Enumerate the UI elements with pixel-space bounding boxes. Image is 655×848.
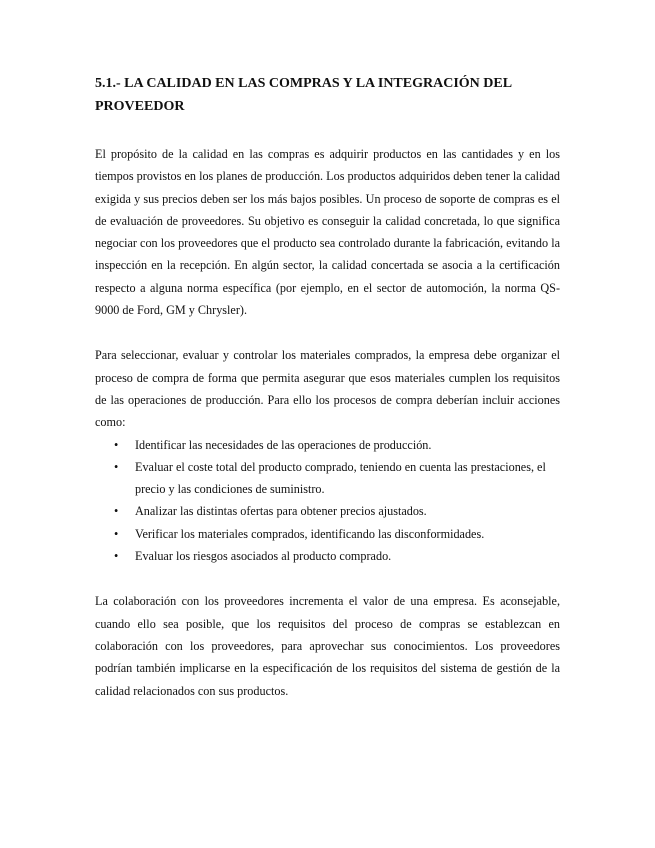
paragraph-purchasing-quality: El propósito de la calidad en las compras es adquirir productos en las cantidades y en los tiempos provistos en los planes de producción. Los productos adquiridos deben tener la calidad exigida y sus precios deben ser los más bajos posibles. Un proceso de soporte de compras es el de evaluación de proveedores. Su objetivo es conseguir la calidad concretada, lo que significa negociar con los proveedores que el producto sea controlado durante la fabricación, evitando la inspección en la recepción. En algún sector, la calidad concertada se asocia a la certificación respecto a alguna norma específica (por ejemplo, en el sector de automoción, la norma QS-9000 de Ford, GM y Chrysler). — [95, 147, 560, 318]
section-heading: 5.1.- LA CALIDAD EN LAS COMPRAS Y LA INTEGRACIÓN DEL PROVEEDOR — [95, 76, 512, 114]
bullet-icon: • — [114, 504, 119, 519]
list-item-text: Identificar las necesidades de las operaciones de producción. — [135, 437, 432, 452]
list-item — [95, 545, 560, 567]
actions-list — [95, 434, 560, 568]
list-item-text: Analizar las distintas ofertas para obtener precios ajustados. — [135, 504, 427, 519]
bullet-icon: • — [114, 437, 119, 452]
paragraph-supplier-collaboration: La colaboración con los proveedores incrementa el valor de una empresa. Es aconsejable, cuando ello sea posible, que los requisitos del proceso de compras se establezcan en colaboración con los proveedores, para aprovechar sus conocimientos. Los proveedores podrían también implicarse en la especificación de los requisitos del sistema de gestión de la calidad relacionados con sus productos. — [95, 594, 560, 698]
list-item — [95, 523, 560, 545]
document-page — [95, 72, 560, 702]
list-item — [95, 434, 560, 456]
list-item-text: Evaluar los riesgos asociados al producto comprado. — [135, 549, 392, 564]
bullet-icon: • — [114, 526, 119, 541]
paragraph-purchasing-process: Para seleccionar, evaluar y controlar los materiales comprados, la empresa debe organizar el proceso de compra de forma que permita asegurar que esos materiales cumplen los requisitos de las operaciones de producción. Para ello los procesos de compra deberían incluir acciones como: — [95, 348, 560, 430]
list-item-text: Verificar los materiales comprados, identificando las disconformidades. — [135, 526, 485, 541]
list-item-text: Evaluar el coste total del producto comprado, teniendo en cuenta las prestaciones, el precio y las condiciones de suministro. — [135, 459, 546, 497]
bullet-icon: • — [114, 459, 119, 474]
bullet-icon: • — [114, 549, 119, 564]
list-item — [95, 500, 560, 522]
list-item — [95, 456, 560, 501]
